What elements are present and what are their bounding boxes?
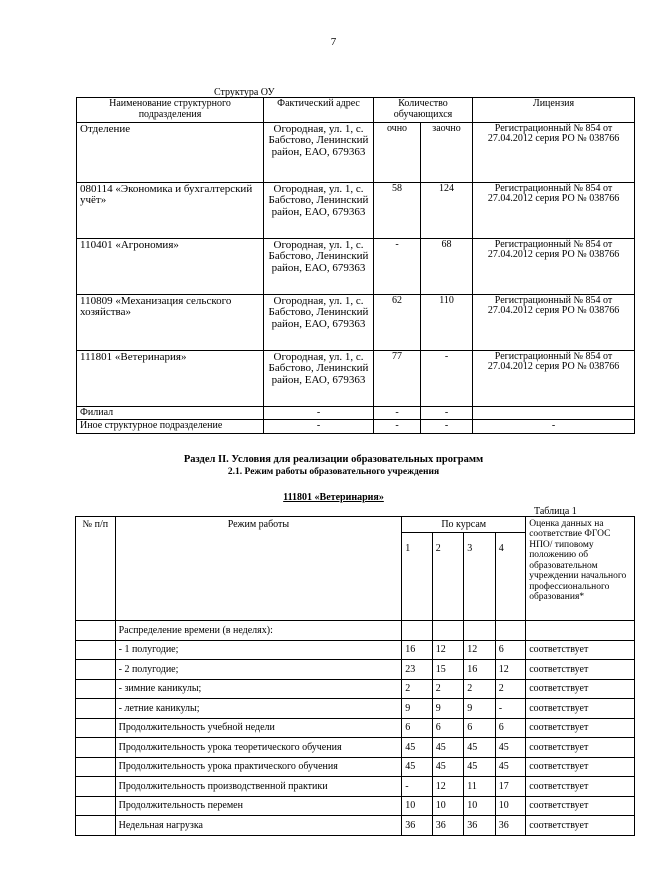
header-num: № п/п (76, 517, 116, 621)
row-v3: 9 (464, 699, 496, 719)
row-num (76, 738, 116, 758)
header-course-1: 1 (402, 533, 432, 621)
section-title: Раздел II. Условия для реализации образовательных программ (183, 454, 484, 465)
row-assess: соответствует (526, 679, 635, 699)
table-row (76, 640, 635, 660)
row-label: - 1 полугодие; (115, 640, 402, 660)
row-v2: 9 (432, 699, 464, 719)
other-address: - (264, 420, 374, 434)
row-v2: 6 (432, 718, 464, 738)
program-title: 111801 «Ветеринария» (283, 492, 384, 503)
row-v3: 12 (464, 640, 496, 660)
row-assess (526, 621, 635, 641)
row-address: Огородная, ул. 1, с. Бабстово, Ленинский район, ЕАО, 679363 (264, 294, 374, 350)
row-v4: 45 (495, 757, 526, 777)
row-v2: 36 (432, 816, 464, 836)
row-v3: 6 (464, 718, 496, 738)
row-v1: - (402, 777, 432, 797)
table-row (76, 816, 635, 836)
header-fulltime: очно (374, 122, 421, 182)
row-label: Распределение времени (в неделях): (115, 621, 402, 641)
row-parttime: 124 (421, 182, 473, 238)
row-label: Продолжительность урока практического обучения (115, 757, 402, 777)
row-fulltime: 77 (374, 350, 421, 406)
row-v2: 12 (432, 777, 464, 797)
row-parttime: - (421, 350, 473, 406)
row-assess: соответствует (526, 777, 635, 797)
row-num (76, 699, 116, 719)
header-mode: Режим работы (115, 517, 402, 621)
table-row (76, 679, 635, 699)
row-label: Продолжительность учебной недели (115, 718, 402, 738)
row-name: 080114 «Экономика и бухгалтерский учёт» (77, 182, 264, 238)
row-num (76, 718, 116, 738)
row-assess: соответствует (526, 796, 635, 816)
row-v1: 45 (402, 757, 432, 777)
header-course-3: 3 (464, 533, 496, 621)
header-address: Фактический адрес (264, 98, 374, 123)
row-v4: 36 (495, 816, 526, 836)
header-license: Лицензия (473, 98, 635, 123)
section-subtitle: 2.1. Режим работы образовательного учреждения (227, 467, 440, 477)
row-v1: 36 (402, 816, 432, 836)
row-v4: - (495, 699, 526, 719)
row-label: - зимние каникулы; (115, 679, 402, 699)
header-courses: По курсам (402, 517, 526, 533)
other-name: Иное структурное подразделение (77, 420, 264, 434)
branch-address: - (264, 406, 374, 420)
row-v2: 12 (432, 640, 464, 660)
row-fulltime: 62 (374, 294, 421, 350)
row-num (76, 679, 116, 699)
row-name: 110809 «Механизация сельского хозяйства» (77, 294, 264, 350)
row-parttime: 110 (421, 294, 473, 350)
row-assess: соответствует (526, 660, 635, 680)
row-v1: 23 (402, 660, 432, 680)
row-license: Регистрационный № 854 от 27.04.2012 серия РО № 038766 (473, 350, 635, 406)
table-row (76, 699, 635, 719)
table-row (76, 660, 635, 680)
table-caption: Таблица 1 (534, 506, 577, 517)
row-v3: 36 (464, 816, 496, 836)
row-address: Огородная, ул. 1, с. Бабстово, Ленинский район, ЕАО, 679363 (264, 238, 374, 294)
row-v3: 45 (464, 738, 496, 758)
row-fulltime: 58 (374, 182, 421, 238)
table-row (76, 777, 635, 797)
row-v2: 10 (432, 796, 464, 816)
row-label: Продолжительность урока теоретического обучения (115, 738, 402, 758)
row-v4: 45 (495, 738, 526, 758)
row-label: - 2 полугодие; (115, 660, 402, 680)
other-license: - (473, 420, 635, 434)
header-course-4: 4 (495, 533, 526, 621)
row-label: Продолжительность производственной практики (115, 777, 402, 797)
row-num (76, 777, 116, 797)
row-v2: 2 (432, 679, 464, 699)
branch-fulltime: - (374, 406, 421, 420)
row-v1 (402, 621, 432, 641)
structure-title: Структура ОУ (214, 87, 275, 98)
row-license: Регистрационный № 854 от 27.04.2012 серия РО № 038766 (473, 238, 635, 294)
row-v4: 10 (495, 796, 526, 816)
row-v3: 10 (464, 796, 496, 816)
row-parttime: 68 (421, 238, 473, 294)
table-row (76, 718, 635, 738)
row-v4: 12 (495, 660, 526, 680)
header-count: Количество обучающихся (374, 98, 473, 123)
row-v1: 16 (402, 640, 432, 660)
row-v4: 6 (495, 640, 526, 660)
table-row (76, 796, 635, 816)
row-v4: 6 (495, 718, 526, 738)
branch-name: Филиал (77, 406, 264, 420)
row-v3: 45 (464, 757, 496, 777)
row-v2: 15 (432, 660, 464, 680)
row-v2 (432, 621, 464, 641)
row-address: Огородная, ул. 1, с. Бабстово, Ленинский район, ЕАО, 679363 (264, 122, 374, 182)
row-v1: 10 (402, 796, 432, 816)
row-v3: 16 (464, 660, 496, 680)
row-v1: 2 (402, 679, 432, 699)
row-assess: соответствует (526, 640, 635, 660)
row-v3 (464, 621, 496, 641)
row-name: 111801 «Ветеринария» (77, 350, 264, 406)
row-fulltime: - (374, 238, 421, 294)
row-address: Огородная, ул. 1, с. Бабстово, Ленинский район, ЕАО, 679363 (264, 350, 374, 406)
structure-table (76, 97, 635, 434)
branch-license (473, 406, 635, 420)
page-number: 7 (330, 36, 337, 48)
row-assess: соответствует (526, 816, 635, 836)
row-license: Регистрационный № 854 от 27.04.2012 серия РО № 038766 (473, 182, 635, 238)
row-v3: 2 (464, 679, 496, 699)
row-v1: 9 (402, 699, 432, 719)
row-name: Отделение (77, 122, 264, 182)
row-v4: 17 (495, 777, 526, 797)
row-v4 (495, 621, 526, 641)
row-v4: 2 (495, 679, 526, 699)
row-license: Регистрационный № 854 от 27.04.2012 серия РО № 038766 (473, 294, 635, 350)
row-num (76, 796, 116, 816)
header-name: Наименование структурного подразделения (77, 98, 264, 123)
row-num (76, 757, 116, 777)
row-label: Продолжительность перемен (115, 796, 402, 816)
row-v3: 11 (464, 777, 496, 797)
header-assessment: Оценка данных на соответствие ФГОС НПО/ типовому положению об образовательном учреждении начального профессионального образования* (526, 517, 635, 621)
header-course-2: 2 (432, 533, 464, 621)
row-num (76, 660, 116, 680)
row-assess: соответствует (526, 738, 635, 758)
row-v1: 45 (402, 738, 432, 758)
other-parttime: - (421, 420, 473, 434)
branch-parttime: - (421, 406, 473, 420)
table-row (76, 738, 635, 758)
row-num (76, 621, 116, 641)
schedule-table (75, 516, 635, 836)
row-assess: соответствует (526, 757, 635, 777)
row-address: Огородная, ул. 1, с. Бабстово, Ленинский район, ЕАО, 679363 (264, 182, 374, 238)
row-assess: соответствует (526, 718, 635, 738)
row-label: - летние каникулы; (115, 699, 402, 719)
row-v2: 45 (432, 738, 464, 758)
row-num (76, 816, 116, 836)
row-v2: 45 (432, 757, 464, 777)
row-assess: соответствует (526, 699, 635, 719)
other-fulltime: - (374, 420, 421, 434)
table-row (76, 757, 635, 777)
header-parttime: заочно (421, 122, 473, 182)
row-license: Регистрационный № 854 от 27.04.2012 серия РО № 038766 (473, 122, 635, 182)
row-name: 110401 «Агрономия» (77, 238, 264, 294)
table-row (76, 621, 635, 641)
row-v1: 6 (402, 718, 432, 738)
row-num (76, 640, 116, 660)
row-label: Недельная нагрузка (115, 816, 402, 836)
